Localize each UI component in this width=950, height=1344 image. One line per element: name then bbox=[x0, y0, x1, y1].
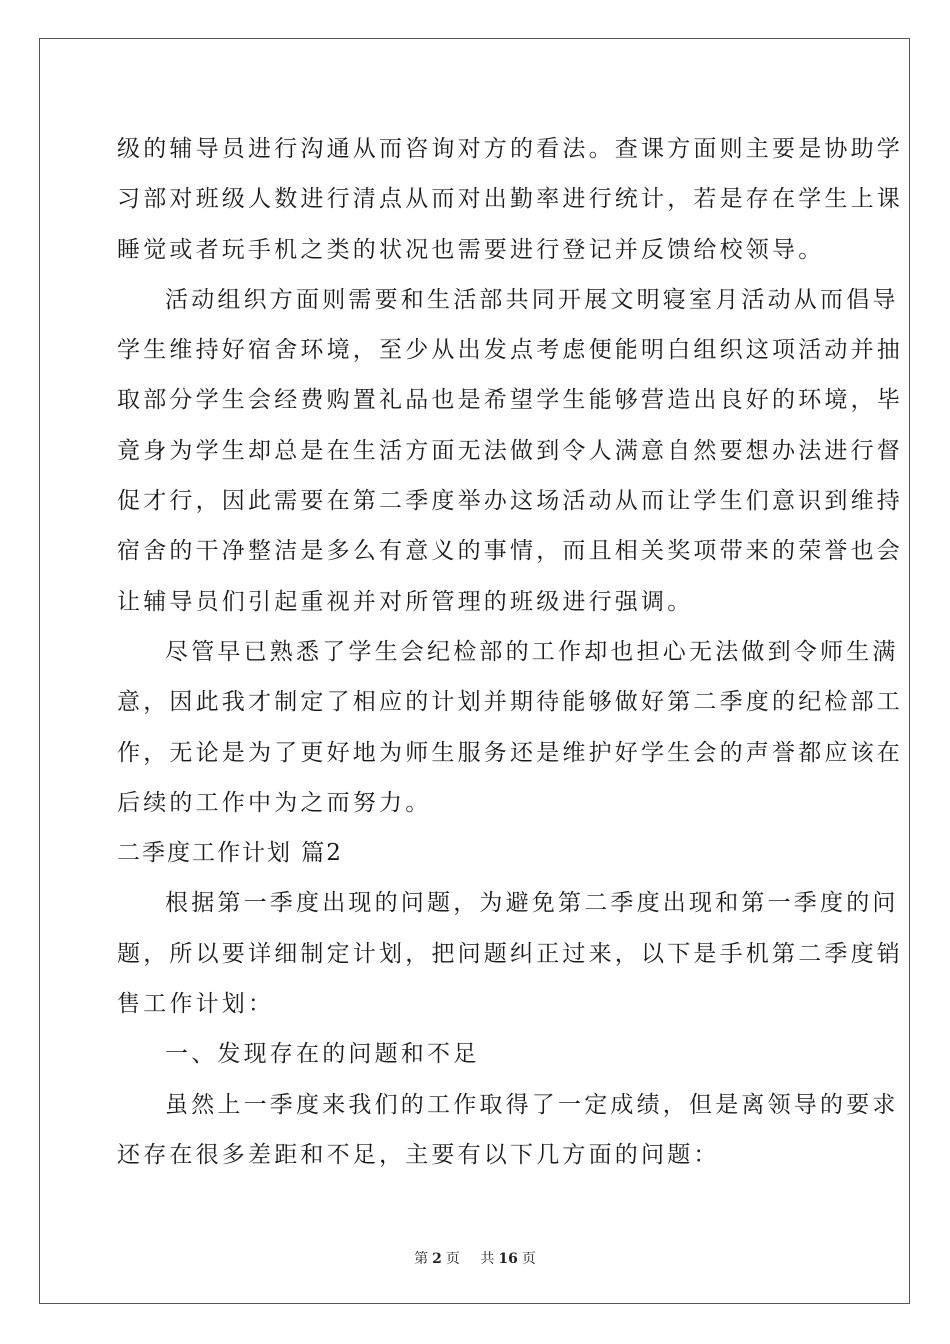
page-prefix: 第 bbox=[414, 1251, 429, 1267]
total-pages bbox=[476, 1251, 539, 1267]
paragraph-line: 活动组织方面则需要和生活部共同开展文明寝室月活动从而倡导 bbox=[165, 286, 899, 313]
paragraph-line: 竟身为学生却总是在生活方面无法做到令人满意自然要想办法进行督 bbox=[117, 437, 903, 464]
total-prefix: 共 bbox=[480, 1251, 495, 1267]
paragraph-line: 学生维持好宿舍环境，至少从出发点考虑便能明白组织这项活动并抽 bbox=[117, 337, 903, 364]
paragraph-line: 虽然上一季度来我们的工作取得了一定成绩，但是离领导的要求 bbox=[165, 1091, 899, 1118]
paragraph-line: 根据第一季度出现的问题，为避免第二季度出现和第一季度的问 bbox=[165, 890, 899, 917]
paragraph-line: 睡觉或者玩手机之类的状况也需要进行登记并反馈给校领导。 bbox=[117, 236, 825, 263]
paragraph-line: 让辅导员们引起重视并对所管理的班级进行强调。 bbox=[117, 588, 694, 615]
paragraph-line: 取部分学生会经费购置礼品也是希望学生能够营造出良好的环境，毕 bbox=[117, 387, 903, 414]
section-heading: 二季度工作计划 篇2 bbox=[117, 840, 343, 867]
paragraph-line: 宿舍的干净整洁是多么有意义的事情，而且相关奖项带来的荣誉也会 bbox=[117, 538, 903, 565]
page-number bbox=[410, 1251, 464, 1267]
page-footer bbox=[0, 1248, 950, 1268]
total-count: 16 bbox=[498, 1251, 518, 1267]
page-suffix: 页 bbox=[445, 1251, 460, 1267]
paragraph-line: 还存在很多差距和不足，主要有以下几方面的问题： bbox=[117, 1141, 720, 1168]
paragraph-line: 级的辅导员进行沟通从而咨询对方的看法。查课方面则主要是协助学 bbox=[117, 136, 903, 162]
paragraph-line: 后续的工作中为之而努力。 bbox=[117, 789, 432, 816]
paragraph-line: 尽管早已熟悉了学生会纪检部的工作却也担心无法做到令师生满 bbox=[165, 638, 899, 665]
paragraph-line: 习部对班级人数进行清点从而对出勤率进行统计，若是存在学生上课 bbox=[117, 186, 903, 213]
total-suffix: 页 bbox=[521, 1251, 536, 1267]
paragraph-line: 意，因此我才制定了相应的计划并期待能够做好第二季度的纪检部工 bbox=[117, 689, 903, 716]
paragraph-line: 促才行，因此需要在第二季度举办这场活动从而让学生们意识到维持 bbox=[117, 488, 903, 515]
subheading: 一、发现存在的问题和不足 bbox=[165, 1041, 480, 1068]
document-body bbox=[117, 124, 903, 1180]
paragraph-line: 售工作计划： bbox=[117, 991, 275, 1018]
paragraph-line: 题，所以要详细制定计划，把问题纠正过来，以下是手机第二季度销 bbox=[117, 940, 903, 967]
current-page: 2 bbox=[432, 1251, 442, 1267]
paragraph-line: 作，无论是为了更好地为师生服务还是维护好学生会的声誉都应该在 bbox=[117, 739, 903, 766]
